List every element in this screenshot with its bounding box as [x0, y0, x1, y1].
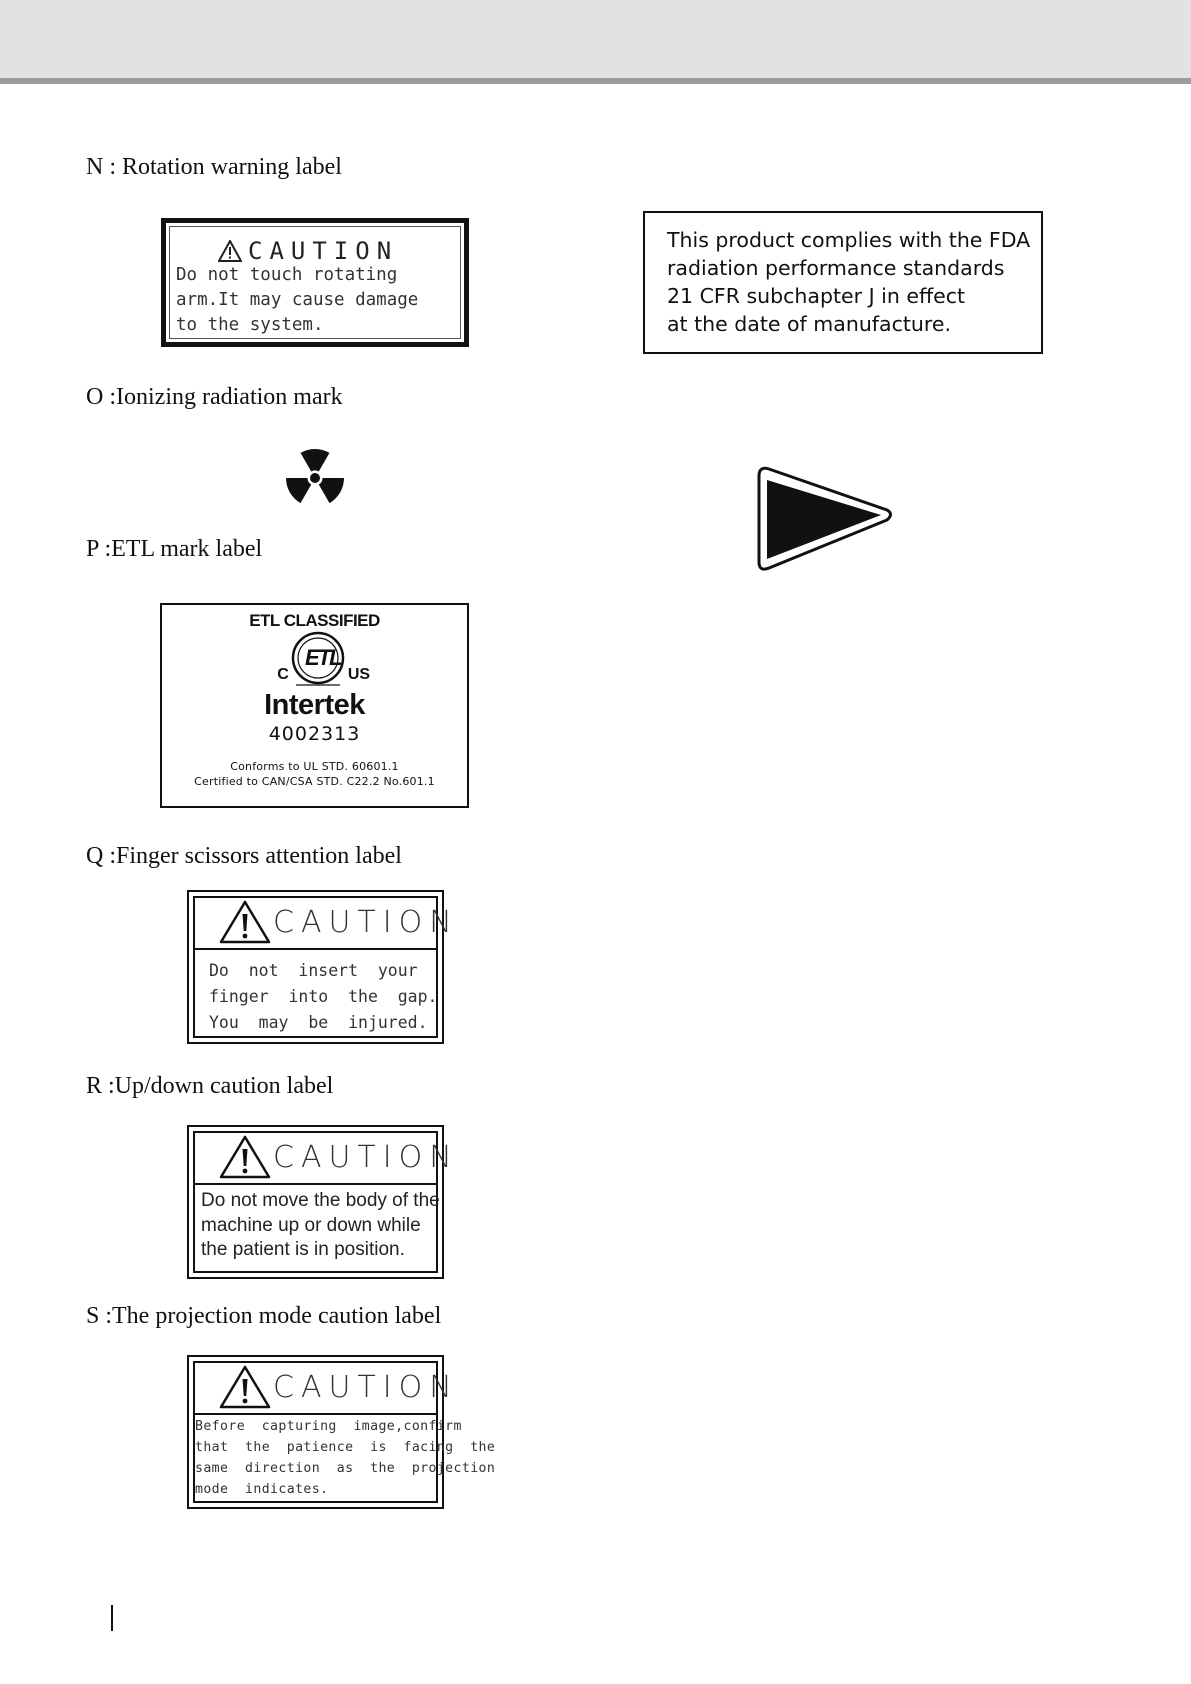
page-margin-bar — [111, 1605, 113, 1631]
etl-conform-line: Conforms to UL STD. 60601.1 — [230, 760, 399, 773]
caution-title — [219, 1135, 459, 1179]
header-band — [0, 0, 1191, 78]
up-down-caution-label — [187, 1125, 459, 1279]
heading-ionizing-radiation: O :Ionizing radiation mark — [86, 384, 343, 410]
label-line: mode indicates. — [195, 1482, 329, 1497]
heading-finger-scissors: Q :Finger scissors attention label — [86, 843, 402, 869]
label-line: Do not touch rotating — [176, 265, 398, 285]
warning-triangle-icon — [218, 240, 242, 262]
etl-number: 4002313 — [268, 723, 361, 745]
label-line: that the patience is facing the — [195, 1440, 496, 1455]
etl-logo-c: C — [277, 666, 289, 683]
label-line: finger into the gap. — [209, 987, 438, 1006]
play-arrow-icon — [751, 464, 896, 574]
etl-title: ETL CLASSIFIED — [249, 611, 380, 630]
label-line: Do not move the body of the — [201, 1190, 440, 1211]
etl-logo-text: ETL — [305, 645, 341, 670]
caution-text: CAUTION — [273, 1369, 459, 1405]
caution-text: CAUTION — [273, 904, 459, 940]
caution-text: CAUTION — [248, 237, 399, 265]
label-line: machine up or down while — [201, 1215, 421, 1236]
label-line: arm.It may cause damage — [176, 290, 419, 310]
caution-title — [218, 237, 398, 265]
heading-rotation-warning: N : Rotation warning label — [86, 154, 342, 180]
etl-mark-label — [160, 603, 469, 808]
label-line: Do not insert your — [209, 961, 418, 980]
label-line: the patient is in position. — [201, 1239, 405, 1260]
rotation-warning-label — [161, 218, 469, 347]
heading-up-down-caution: R :Up/down caution label — [86, 1073, 334, 1099]
fda-line: 21 CFR subchapter J in effect — [667, 284, 966, 308]
ionizing-radiation-icon — [285, 448, 345, 508]
warning-triangle-icon — [219, 1135, 271, 1179]
heading-projection-mode: S :The projection mode caution label — [86, 1303, 442, 1329]
fda-line: radiation performance standards — [667, 256, 1005, 280]
fda-compliance-label — [643, 211, 1043, 354]
etl-certified-line: Certified to CAN/CSA STD. C22.2 No.601.1 — [194, 775, 435, 788]
label-line: You may be injured. — [209, 1013, 428, 1032]
projection-mode-caution-label — [187, 1355, 496, 1509]
fda-line: at the date of manufacture. — [667, 312, 951, 336]
header-rule — [0, 78, 1191, 84]
warning-triangle-icon — [219, 1365, 271, 1409]
caution-title — [219, 1365, 459, 1409]
label-line: Before capturing image,confirm — [195, 1419, 462, 1434]
caution-text: CAUTION — [273, 1139, 459, 1175]
label-line: to the system. — [176, 315, 324, 335]
caution-title — [219, 900, 459, 944]
heading-etl-mark: P :ETL mark label — [86, 536, 263, 562]
label-line: same direction as the projection — [195, 1461, 496, 1476]
etl-brand: Intertek — [264, 689, 365, 721]
warning-triangle-icon — [219, 900, 271, 944]
fda-line: This product complies with the FDA — [667, 228, 1031, 252]
finger-scissors-label — [187, 890, 459, 1044]
etl-logo-us: US — [347, 666, 371, 683]
